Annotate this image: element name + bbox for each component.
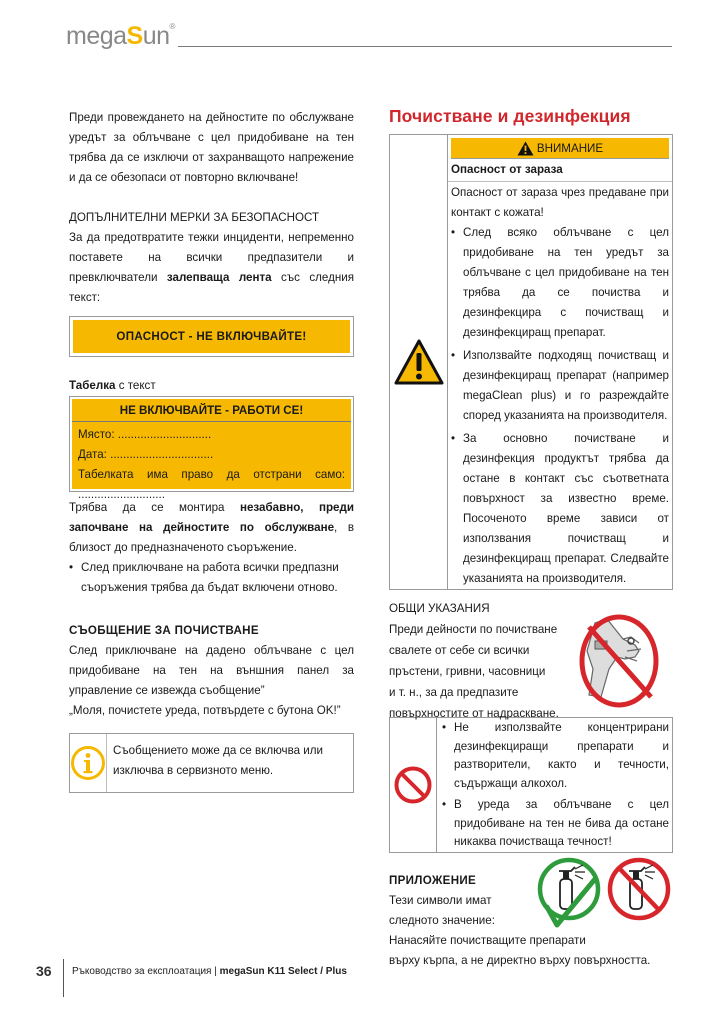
general-line-2: свалете от себе си всички — [389, 644, 530, 657]
warning-triangle-icon — [394, 339, 444, 385]
general-line-4: и т. н., за да предпазите — [389, 686, 519, 699]
safety-paragraph: За да предотвратите тежки инциденти, непременно поставете на всички предпазители и превключватели залепваща лента със следния текст: — [69, 231, 354, 304]
warning-bullet-3: • За основно почистване и дезинфекция продуктът трябва да остане в контакт със съответната повърхност за известно време. Посоченото време зависи от използвания почистващ и дезинфекциращ препарат. Следвайте указанията на производителя. — [451, 429, 669, 589]
warning-box — [389, 134, 673, 590]
warning-content — [448, 135, 672, 589]
danger-banner-text: ОПАСНОСТ - НЕ ВКЛЮЧВАЙТЕ! — [116, 330, 307, 343]
general-section — [389, 599, 673, 720]
warning-bullet-2: • Използвайте подходящ почистващ и дезинфекциращ препарат (например megaClean plus) и го разреждайте според указанията на производителя. — [451, 346, 669, 426]
prohibition-box — [389, 717, 673, 853]
warning-text: Опасност от зараза чрез предаване при контакт с кожата! — [451, 186, 669, 219]
appendix-section — [389, 871, 673, 981]
warning-bullet-1: • След всяко облъчване с цел придобиване на тен уредът за облъчване с цел придобиване на тен трябва да се почиства и дезинфекцира с почистващ и дезинфекциращ препарат. — [451, 223, 669, 343]
sign-remove: Табелката има право да отстрани само: ........................... — [78, 468, 345, 501]
intro-paragraph: Преди провеждането на дейностите по обслужване уредът за облъчване с цел придобиване на тен трябва да се изключи от захранващото напрежение и да се обезопаси от повторно включване! — [69, 111, 354, 184]
general-line-1: Преди дейности по почистване — [389, 623, 558, 636]
page-number: 36 — [36, 963, 52, 979]
right-column — [389, 106, 673, 981]
appendix-line-2: следното значение: — [389, 913, 495, 927]
appendix-heading: ПРИЛОЖЕНИЕ — [389, 873, 477, 887]
megasun-logo: megaSun® — [66, 22, 175, 50]
sign-title: НЕ ВКЛЮЧВАЙТЕ - РАБОТИ СЕ! — [72, 401, 351, 422]
warning-label-bar — [451, 138, 669, 159]
msg-quote: „Моля, почистете уреда, потвърдете с бутона OK!” — [69, 704, 341, 717]
sign-date: Дата: ................................ — [78, 448, 214, 461]
general-line-5: повърхностите от надраскване. — [389, 707, 559, 720]
general-line-3: пръстени, гривни, часовници — [389, 665, 546, 678]
warning-small-icon — [517, 141, 534, 156]
appendix-line-3: Нанасяйте почистващите препарати — [389, 933, 586, 947]
warning-icon-cell — [390, 135, 448, 589]
info-text: Съобщението може да се включва или изключва в сервизното меню. — [113, 744, 323, 777]
sign-label: Табелка с текст — [69, 379, 156, 392]
prohibition-content — [437, 718, 672, 852]
header-rule — [178, 46, 672, 47]
appendix-line-4: върху кърпа, а не директно върху повърхността. — [389, 953, 651, 967]
no-jewelry-icon — [565, 611, 673, 711]
prohibition-icon-cell — [390, 718, 437, 852]
left-column — [69, 108, 354, 793]
info-icon — [70, 745, 106, 781]
msg-paragraph: След приключване на дадено облъчване с цел придобиване на тен на външния панел за управление се извежда съобщение” — [69, 644, 354, 697]
sign-place: Място: ............................. — [78, 428, 212, 441]
prohibition-bullet-1: • Не използвайте концентрирани дезинфекциращи препарати и разтворители, както и течности, съдържащи алкохол. — [442, 719, 669, 793]
warning-label: ВНИМАНИЕ — [536, 141, 604, 155]
cloth-spray-symbols-icon — [535, 851, 673, 933]
prohibition-bullet-2: • В уреда за облъчване с цел придобиване на тен не бива да остане никаква почистваща течност! — [442, 796, 669, 852]
prohibition-icon — [393, 765, 433, 805]
general-heading: ОБЩИ УКАЗАНИЯ — [389, 602, 490, 615]
footer-text: Ръководство за експлоатация | megaSun K11 Select / Plus — [72, 966, 347, 977]
section-title: Почистване и дезинфекция — [389, 106, 631, 126]
mount-paragraph: Трябва да се монтира незабавно, преди започване на дейностите по обслужване, в близост до предназначеното съоръжение. — [69, 501, 354, 554]
sign-box — [69, 396, 354, 501]
mount-bullet: • След приключване на работа всички предпазни съоръжения трябва да бъдат включени отново. — [69, 558, 354, 598]
info-box — [69, 733, 354, 793]
safety-heading: ДОПЪЛНИТЕЛНИ МЕРКИ ЗА БЕЗОПАСНОСТ — [69, 211, 320, 224]
msg-heading: СЪОБЩЕНИЕ ЗА ПОЧИСТВАНЕ — [69, 624, 259, 637]
appendix-line-1: Тези символи имат — [389, 893, 492, 907]
danger-banner-box — [69, 316, 354, 357]
footer-rule — [63, 959, 64, 997]
warning-subtitle: Опасност от зараза — [448, 160, 672, 182]
